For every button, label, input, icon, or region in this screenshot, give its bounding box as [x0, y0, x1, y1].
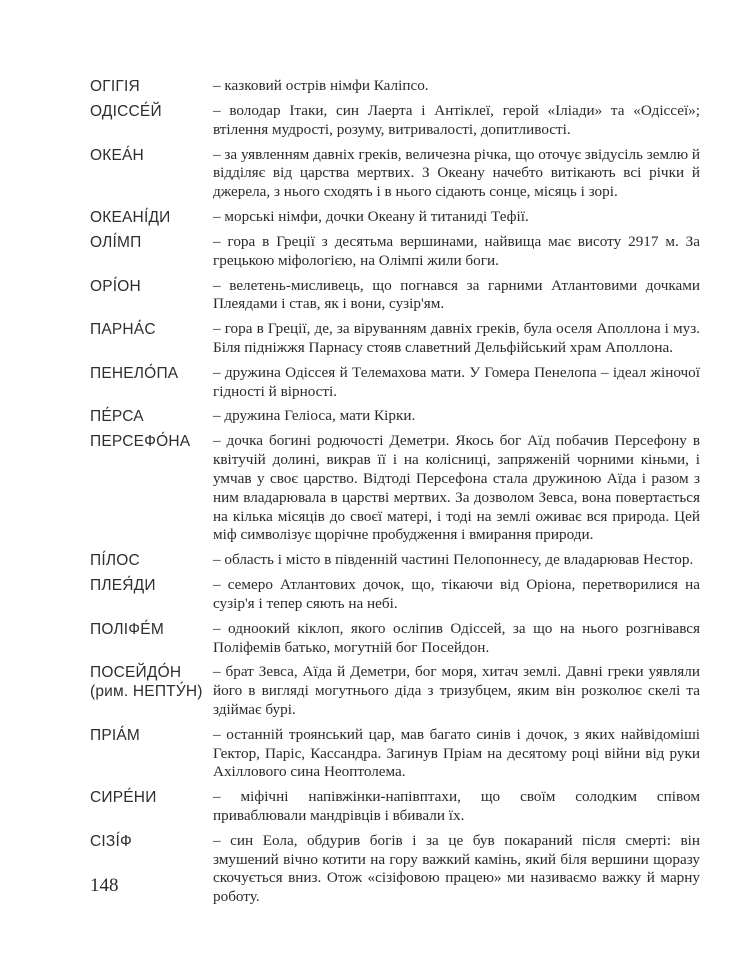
glossary-entry	[90, 432, 700, 545]
entry-definition: – гора в Греції з десятьма вершинами, найвища має висоту 2917 м. За грецькою міфологією, на Олімпі жили боги.	[213, 232, 700, 269]
entry-term: ПРІА́М	[90, 726, 141, 744]
entry-definition: – дружина Геліоса, мати Кірки.	[213, 407, 416, 425]
entry-definition: – область і місто в південній частині Пелопоннесу, де владарював Нестор.	[213, 551, 694, 569]
entry-definition: – дружина Одіссея й Телемахова мати. У Гомера Пенелопа – ідеал жіночої гідності й вірності.	[213, 363, 700, 400]
entry-definition: – казковий острів німфи Каліпсо.	[213, 77, 429, 94]
entry-definition: – морські німфи, дочки Океану й титаниді Тефії.	[213, 207, 529, 225]
glossary-entry	[90, 788, 700, 826]
glossary-entry	[90, 576, 700, 614]
entry-term: ПАРНА́С	[90, 321, 156, 339]
glossary-entry	[90, 551, 700, 570]
glossary-entry	[90, 620, 700, 658]
entry-term: ПЕ́РСА	[90, 408, 144, 426]
glossary-entry	[90, 208, 700, 227]
glossary-entry	[90, 663, 700, 719]
entry-term: ОКЕА́Н	[90, 146, 144, 164]
entry-definition: – дочка богині родючості Деметри. Якось бог Аїд побачив Персефону в квітучій долині, викрав її і на колісниці, запряженій чорними кіньми, і умчав у своє царство. Відтоді Персефона стала дружиною Аїда і разом з ним владарювала в царстві мертвих. За дозволом Зевса, вона повертається на кілька місяців до своєї матері, і тоді на землі оживає вся природа. Цей міф символізує щорічне пробудження і вмирання природи.	[213, 432, 700, 544]
entry-term: ПЛЕЯ́ДИ	[90, 577, 156, 595]
glossary-entry	[90, 320, 700, 358]
glossary-entry	[90, 77, 700, 96]
glossary-entry	[90, 832, 700, 907]
entry-definition: – останній троянський цар, мав багато синів і дочок, з яких найвідоміші Гектор, Паріс, Кассандра. Загинув Пріам на десятому році війни від руки Ахіллового сина Неоптолема.	[213, 725, 700, 781]
entry-definition: – володар Ітаки, син Лаерта і Антіклеї, герой «Іліади» та «Одіссеї»; втілення мудрості, розуму, витривалості, допитливості.	[213, 102, 700, 138]
entry-definition: – міфічні напівжінки-напівптахи, що своїм солодким співом приваблювали мандрівців і вбивали їх.	[213, 788, 700, 824]
glossary-entries	[90, 77, 700, 913]
entry-term: ОРІ́ОН	[90, 277, 141, 295]
entry-term: ОДІССЕ́Й	[90, 103, 162, 120]
entry-definition: – велетень-мисливець, що погнався за гарними Атлантовими дочками Плеядами і став, як і вони, сузір'ям.	[213, 276, 700, 313]
entry-definition: – семеро Атлантових дочок, що, тікаючи від Оріона, перетворилися на сузір'я і тепер сяють на небі.	[213, 576, 700, 612]
entry-term: ОГІГІЯ	[90, 78, 140, 95]
entry-definition: – брат Зевса, Аїда й Деметри, бог моря, хитач землі. Давні греки уявляли його в вигляді могутнього діда з тризубцем, яким він розколює скелі та здіймає бурі.	[213, 663, 700, 718]
entry-term: СИРЕ́НИ	[90, 789, 157, 807]
glossary-entry	[90, 233, 700, 271]
entry-term: ПЕНЕЛО́ПА	[90, 364, 179, 382]
entry-term: ОЛІ́МП	[90, 233, 142, 251]
entry-definition: – гора в Греції, де, за віруванням давніх греків, була оселя Аполлона і муз. Біля підніжжя Парнасу стояв славетний Дельфійський храм Аполлона.	[213, 320, 700, 356]
entry-term-note: (рим. НЕПТУ́Н)	[90, 683, 203, 701]
glossary-entry	[90, 277, 700, 315]
entry-term: ПЕРСЕФО́НА	[90, 433, 191, 451]
glossary-entry	[90, 407, 700, 426]
entry-term: СІЗІ́Ф	[90, 832, 132, 850]
entry-term: ПІ́ЛОС	[90, 552, 140, 570]
entry-term: ПОЛІФЕ́М	[90, 620, 164, 638]
entry-definition: – син Еола, обдурив богів і за це був покараний після смерті: він змушений вічно котити на гору важкий камінь, який біля вершини щоразу скочується вниз. Отож «сізіфовою працею» ми називаємо важку й марну роботу.	[213, 831, 700, 906]
glossary-entry	[90, 146, 700, 202]
entry-definition: – за уявленням давніх греків, величезна річка, що оточує звідусіль землю й відділяє від царства мертвих. З Океану начебто витікають всі річки й джерела, з нього сходять і в нього сідають сонце, місяць і зорі.	[213, 145, 700, 201]
entry-term-block	[90, 663, 213, 701]
page-number: 148	[90, 875, 119, 896]
entry-term: ОКЕАНІ́ДИ	[90, 208, 171, 226]
glossary-entry	[90, 726, 700, 782]
entry-term: ПОСЕЙДО́Н	[90, 664, 182, 682]
glossary-entry	[90, 364, 700, 402]
entry-definition: – одноокий кіклоп, якого осліпив Одіссей, за що на нього розгнівався Поліфемів батько, могутній бог Посейдон.	[213, 619, 700, 656]
glossary-entry	[90, 102, 700, 140]
